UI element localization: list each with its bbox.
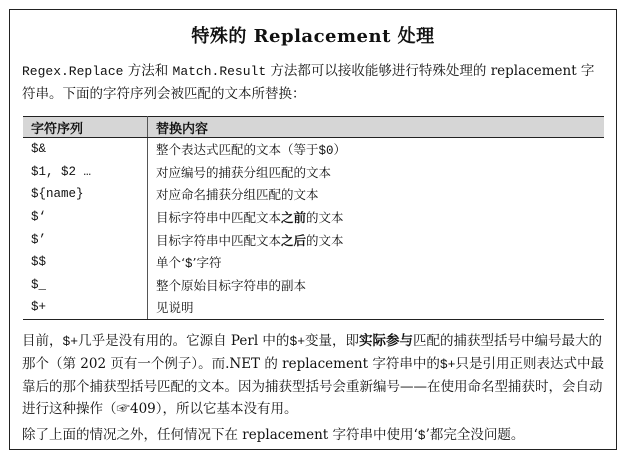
intro-text-1: 方法和	[123, 63, 173, 79]
note-code: $+	[62, 334, 79, 349]
sidebar-box	[9, 9, 617, 450]
description-cell	[148, 251, 605, 274]
desc-code: $0	[318, 144, 334, 159]
note-code: $+	[289, 334, 306, 349]
sequence-cell: $$	[23, 251, 148, 274]
note-code: $+	[439, 357, 456, 372]
note-paragraph-2	[22, 424, 606, 447]
description-cell	[148, 274, 605, 297]
table-row	[23, 161, 604, 184]
table-row	[23, 138, 604, 161]
desc-text: 目标字符串中匹配文本	[156, 232, 282, 248]
intro-paragraph	[22, 60, 606, 105]
intro-code-match-result: Match.Result	[172, 64, 267, 79]
table-row	[23, 183, 604, 206]
desc-text: 整个原始目标字符串的副本	[156, 277, 307, 293]
table-row	[23, 206, 604, 229]
desc-text: 见说明	[156, 300, 194, 316]
header-sequence: 字符序列	[23, 117, 148, 138]
desc-text: 整个表达式匹配的文本（等于	[156, 142, 319, 158]
note-text: 除了上面的情况之外，任何情况下在 replacement 字符串中使用‘	[22, 427, 418, 443]
desc-text: 对应编号的捕获分组匹配的文本	[156, 164, 332, 180]
note-text: 只是引用正则表达式中最靠后的那个捕获型括号匹配的文本。因为捕获型括号会重新编号——在使用命名型捕获时，会自动进行这种操作（☞409），所以它基本没有用。	[22, 356, 604, 417]
sequence-cell: $‘	[23, 206, 148, 229]
note-text: ’都完全没问题。	[425, 427, 525, 443]
description-cell	[148, 228, 605, 251]
desc-text: ）	[333, 142, 347, 158]
note-text: 目前，	[22, 333, 63, 349]
note-text: 匹配的捕获型括号中编号最大的那个（第 202 页有一个例子）。而.NET 的 replacement 字符串中的	[22, 333, 603, 372]
description-cell	[148, 206, 605, 229]
intro-text-2: 方法都可以接收能够进行特殊处理的 replacement 字符串。下面的字符序列会被匹配的文本所替换：	[22, 63, 595, 102]
table-row	[23, 251, 604, 274]
header-replacement: 替换内容	[148, 117, 605, 138]
description-cell	[148, 161, 605, 184]
table-row	[23, 296, 604, 319]
sequence-cell: $&	[23, 138, 148, 161]
note-paragraph-1	[22, 330, 606, 420]
sequence-cell: $+	[23, 296, 148, 319]
note-text: 几乎是没有用的。它源自 Perl 中的	[78, 333, 290, 349]
description-cell	[148, 138, 605, 161]
desc-text: 的文本	[306, 210, 344, 226]
sequence-cell: $_	[23, 274, 148, 297]
sequence-cell: $1, $2 …	[23, 161, 148, 184]
desc-text: 对应命名捕获分组匹配的文本	[156, 187, 319, 203]
desc-text: 的文本	[306, 232, 344, 248]
note-text: 变量，即	[305, 333, 360, 349]
desc-emphasis: 之前	[281, 210, 307, 226]
table-row	[23, 274, 604, 297]
table-header-row	[23, 117, 604, 138]
note-code: $	[417, 428, 426, 443]
description-cell	[148, 296, 605, 319]
table-row	[23, 228, 604, 251]
desc-text: 目标字符串中匹配文本	[156, 210, 282, 226]
desc-emphasis: 之后	[281, 232, 307, 248]
substitution-table	[23, 116, 604, 320]
explanation-notes	[22, 330, 606, 447]
box-title: 特殊的 Replacement 处理	[191, 26, 435, 47]
desc-text: 单个‘	[156, 255, 185, 271]
sequence-cell: $’	[23, 228, 148, 251]
note-emphasis: 实际参与	[359, 333, 414, 349]
desc-code: $	[184, 257, 193, 272]
desc-text: ’字符	[192, 255, 222, 271]
intro-code-regex-replace: Regex.Replace	[22, 64, 124, 79]
sequence-cell: ${name}	[23, 183, 148, 206]
description-cell	[148, 183, 605, 206]
